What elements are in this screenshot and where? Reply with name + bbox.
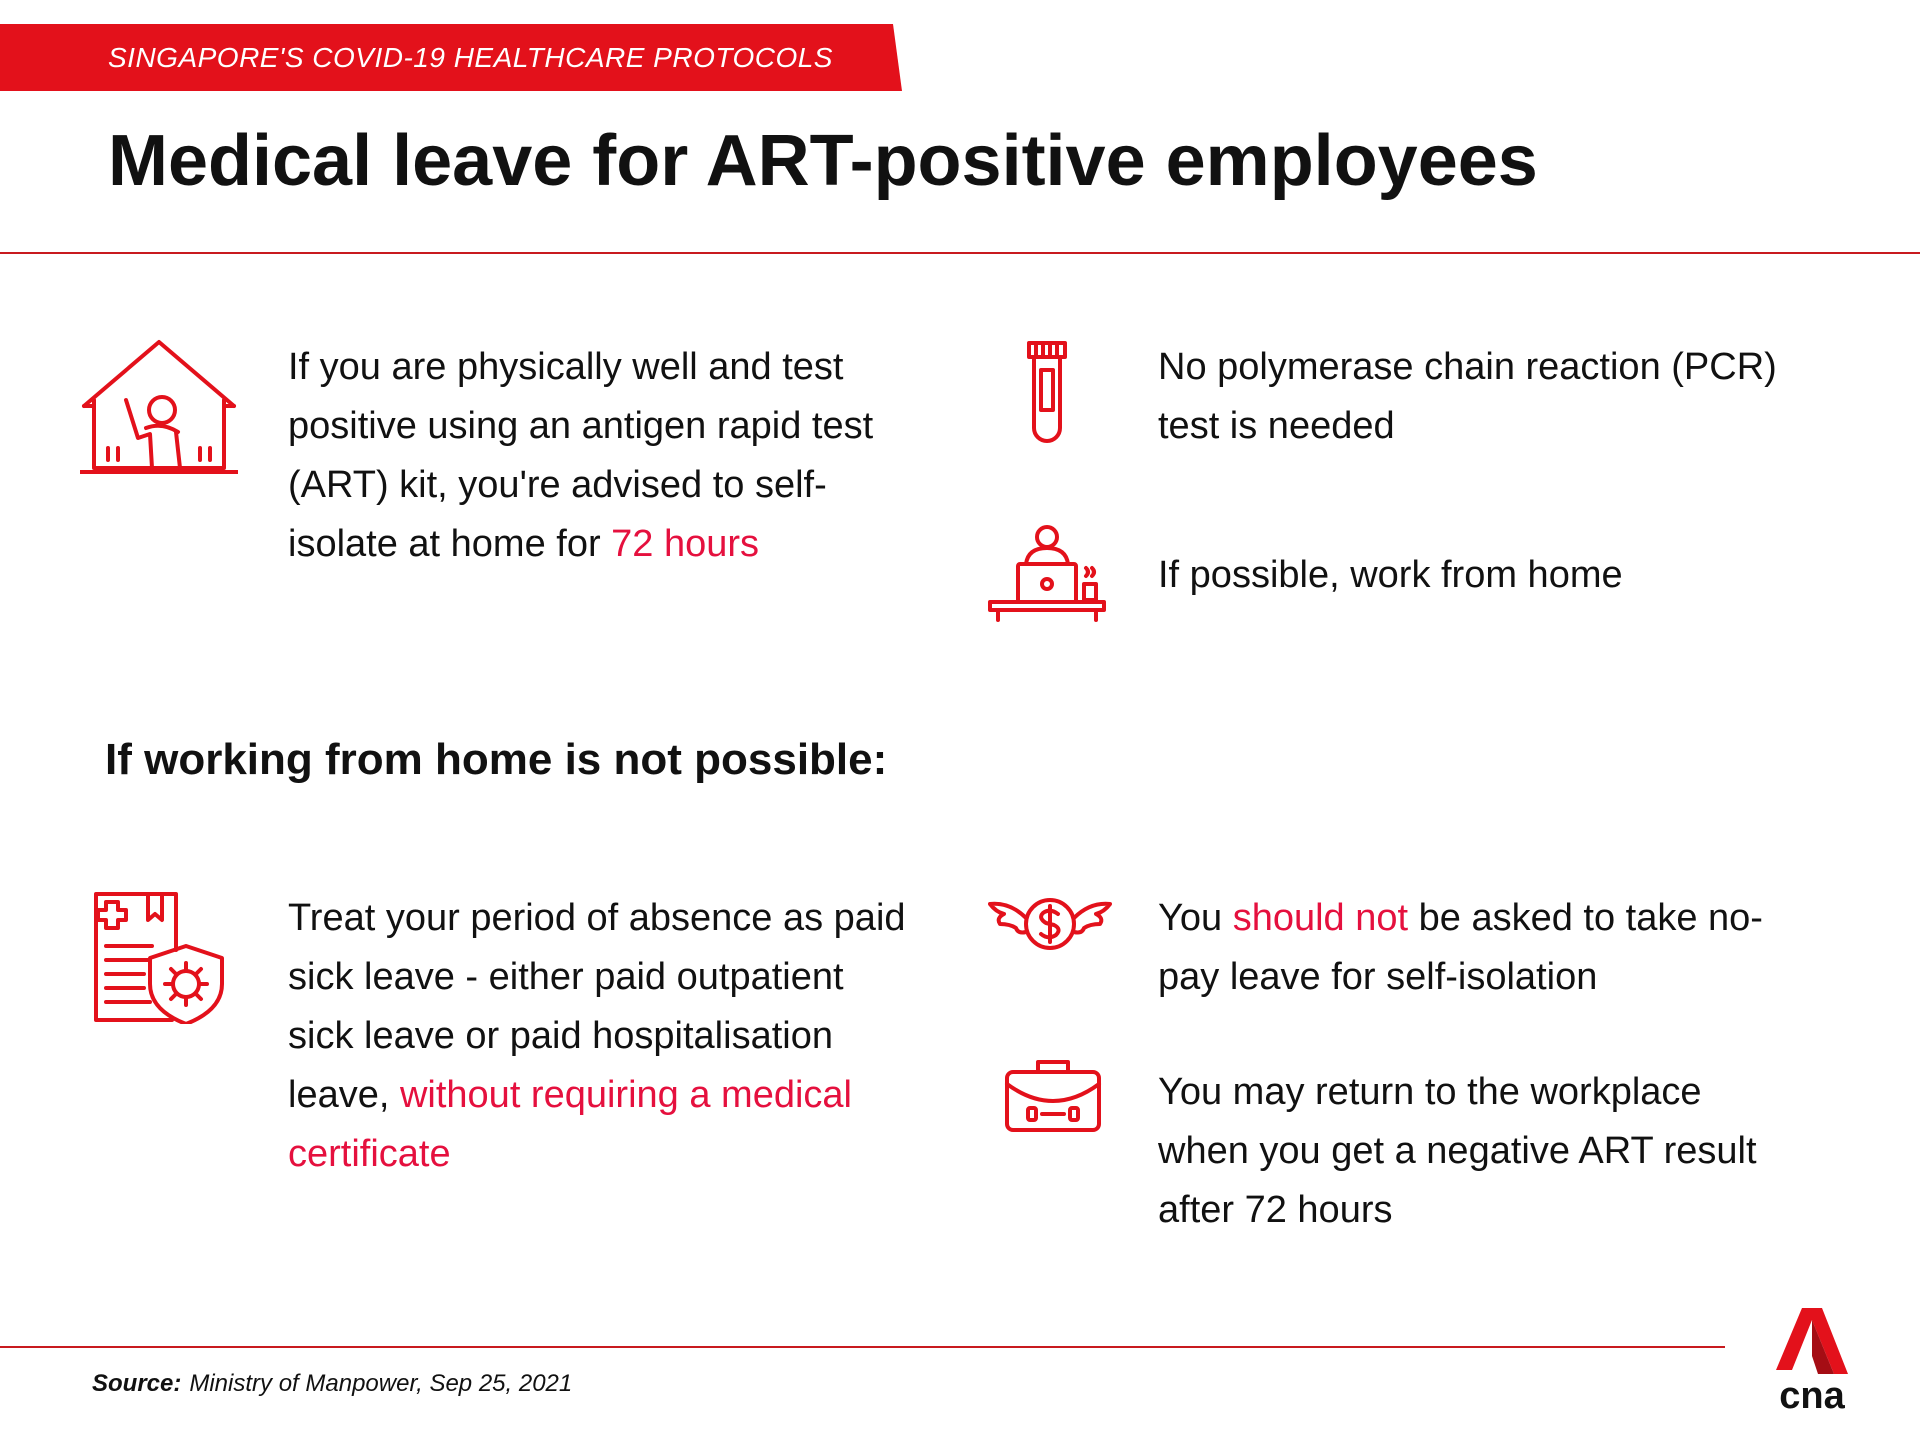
footer-divider [0, 1346, 1725, 1348]
briefcase-icon [1004, 1058, 1102, 1134]
no-pay-text: You should not be asked to take no-pay leave for self-isolation [1158, 897, 1763, 998]
cna-logo [1762, 1308, 1862, 1410]
pcr-text: No polymerase chain reaction (PCR) test is needed [1158, 346, 1777, 447]
source-label: Source: [92, 1370, 182, 1397]
return-text: You may return to the workplace when you get a negative ART result after 72 hours [1158, 1071, 1757, 1231]
page-title: Medical leave for ART-positive employees [108, 121, 1538, 201]
header-divider [0, 252, 1920, 254]
banner-text: SINGAPORE'S COVID-19 HEALTHCARE PROTOCOLS [108, 42, 833, 73]
source-note [92, 1370, 572, 1398]
work-from-home-laptop-icon [988, 524, 1106, 622]
source-text: Ministry of Manpower, Sep 25, 2021 [189, 1370, 573, 1397]
wfh-text: If possible, work from home [1158, 554, 1623, 596]
home-person-icon [80, 338, 238, 478]
subheading: If working from home is not possible: [105, 735, 888, 784]
highlight-should-not: should not [1232, 897, 1409, 939]
highlight-no-certificate: without requiring a medical certificate [288, 1074, 852, 1175]
highlight-72-hours: 72 hours [611, 523, 760, 565]
self-isolate-text: If you are physically well and test positive using an antigen rapid test (ART) kit, you're advised to self-isolate at home for 72 hours [288, 346, 874, 565]
sick-leave-text: Treat your period of absence as paid sick leave - either paid outpatient sick leave or paid hospitalisation leave, without requiring a medical certificate [288, 897, 906, 1175]
cna-logo-text: cna [1779, 1375, 1845, 1410]
test-tube-icon [1026, 340, 1068, 444]
winged-dollar-icon [986, 896, 1114, 952]
medical-document-shield-icon [92, 890, 226, 1024]
